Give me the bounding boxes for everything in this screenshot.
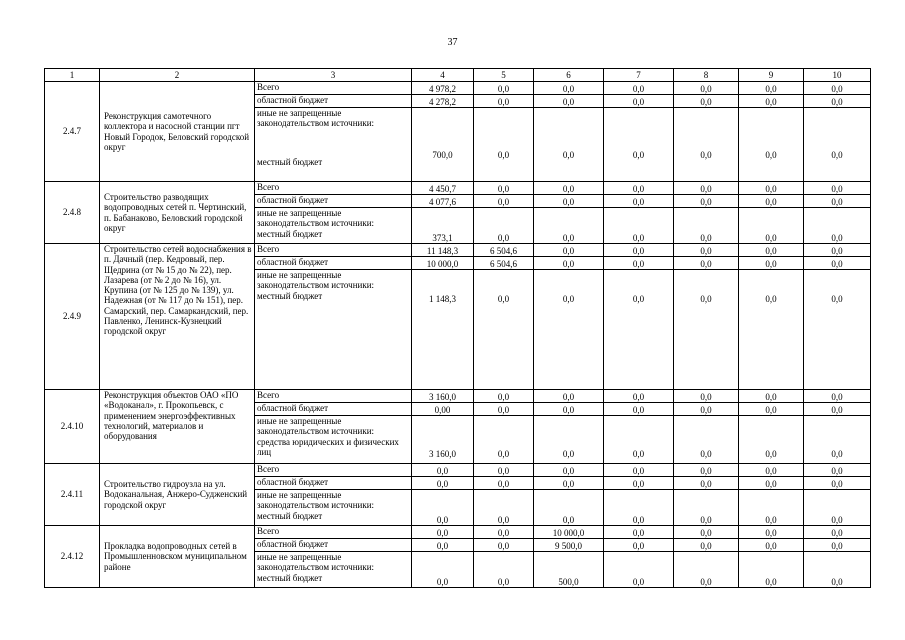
value-cell: 0,0 (412, 477, 474, 490)
value-cell: 0,0 (674, 195, 739, 208)
row-name: Реконструкция объектов ОАО «ПО «Водоканал», г. Прокопьевск, с применением энергоэффективных технологий, материалов и оборудования (100, 390, 255, 464)
row-name: Реконструкция самотечного коллектора и насосной станции пгт Новый Городок, Беловский городской округ (100, 82, 255, 182)
value-cell: 3 160,0 (412, 390, 474, 403)
value-cell: 0,0 (674, 108, 739, 182)
source-local: местный бюджет (257, 228, 323, 239)
value-cell: 0,0 (474, 403, 534, 416)
value-cell: 0,0 (804, 208, 871, 244)
value-cell: 0,0 (674, 82, 739, 95)
value-cell: 0,0 (804, 416, 871, 464)
source-other: иные не запрещенные законодательством источники: (257, 490, 375, 511)
source-total: Всего (255, 244, 412, 257)
row-name: Строительство сетей водоснабжения в п. Дачный (пер. Кедровый, пер. Щедрина (от № 15 до № 22), пер. Лазарева (от № 2 до № 16), ул. Крупина (от № 125 до № 139), ул. Надежная (от № 117 до № 151), пер. Самарский, пер. Самаркандский, пер. Павленко, Ленинск-Кузнецкий городской округ (100, 244, 255, 390)
value-cell: 0,0 (474, 95, 534, 108)
source-total: Всего (255, 526, 412, 539)
value-cell: 0,0 (804, 82, 871, 95)
source-other-local (255, 552, 412, 588)
value-cell: 0,0 (739, 208, 804, 244)
value-cell: 0,0 (804, 464, 871, 477)
value-cell: 3 160,0 (412, 416, 474, 464)
value-cell: 0,0 (804, 108, 871, 182)
source-total: Всего (255, 182, 412, 195)
value-cell: 0,0 (534, 244, 604, 257)
source-total: Всего (255, 390, 412, 403)
table-row (45, 464, 871, 477)
value-cell: 0,0 (604, 490, 674, 526)
source-local: местный бюджет (257, 572, 323, 583)
value-cell: 0,0 (604, 208, 674, 244)
value-cell: 0,0 (739, 95, 804, 108)
header-cell: 10 (804, 69, 871, 82)
value-cell: 0,0 (674, 477, 739, 490)
row-code: 2.4.7 (45, 82, 100, 182)
value-cell: 0,0 (739, 552, 804, 588)
value-cell: 0,0 (604, 526, 674, 539)
value-cell: 4 450,7 (412, 182, 474, 195)
value-cell: 0,0 (804, 477, 871, 490)
value-cell: 0,0 (804, 490, 871, 526)
value-cell: 0,0 (604, 270, 674, 390)
source-regional: областной бюджет (255, 477, 412, 490)
header-cell: 4 (412, 69, 474, 82)
value-cell: 0,0 (739, 490, 804, 526)
value-cell: 4 978,2 (412, 82, 474, 95)
table-row (45, 244, 871, 257)
value-cell: 0,0 (534, 490, 604, 526)
source-other-local (255, 108, 412, 182)
value-cell: 0,0 (804, 526, 871, 539)
source-other-legal (255, 416, 412, 464)
value-cell: 0,0 (534, 208, 604, 244)
row-name: Прокладка водопроводных сетей в Промышленновском муниципальном районе (100, 526, 255, 588)
value-cell: 0,0 (739, 539, 804, 552)
value-cell: 0,0 (674, 244, 739, 257)
row-code: 2.4.11 (45, 464, 100, 526)
table-row (45, 526, 871, 539)
row-name: Строительство разводящих водопроводных сетей п. Чертинский, п. Бабанаково, Беловский городской округ (100, 182, 255, 244)
value-cell: 0,0 (739, 108, 804, 182)
value-cell: 0,0 (739, 244, 804, 257)
value-cell: 0,0 (674, 208, 739, 244)
value-cell: 0,0 (674, 490, 739, 526)
value-cell: 0,0 (474, 208, 534, 244)
value-cell: 0,0 (604, 95, 674, 108)
header-cell: 3 (255, 69, 412, 82)
value-cell: 0,0 (474, 108, 534, 182)
value-cell: 0,0 (674, 416, 739, 464)
source-regional: областной бюджет (255, 195, 412, 208)
value-cell: 500,0 (534, 552, 604, 588)
value-cell: 0,0 (412, 552, 474, 588)
source-total: Всего (255, 82, 412, 95)
value-cell: 0,0 (804, 257, 871, 270)
value-cell: 0,0 (804, 195, 871, 208)
header-cell: 1 (45, 69, 100, 82)
value-cell: 0,0 (674, 270, 739, 390)
header-cell: 2 (100, 69, 255, 82)
value-cell: 10 000,0 (534, 526, 604, 539)
value-cell: 0,0 (604, 195, 674, 208)
value-cell: 0,0 (474, 195, 534, 208)
value-cell: 1 148,3 (412, 270, 474, 390)
value-cell: 0,0 (474, 182, 534, 195)
source-total: Всего (255, 464, 412, 477)
value-cell: 0,0 (534, 82, 604, 95)
value-cell: 0,0 (534, 464, 604, 477)
source-legal: средства юридических и физических лиц (257, 436, 399, 457)
value-cell: 0,0 (604, 477, 674, 490)
value-cell: 0,0 (674, 526, 739, 539)
value-cell: 0,0 (604, 82, 674, 95)
header-cell: 7 (604, 69, 674, 82)
source-local: местный бюджет (257, 156, 323, 167)
value-cell: 0,0 (739, 477, 804, 490)
value-cell: 0,0 (474, 490, 534, 526)
value-cell: 0,0 (474, 539, 534, 552)
value-cell: 700,0 (412, 108, 474, 182)
value-cell: 0,0 (674, 95, 739, 108)
header-cell: 8 (674, 69, 739, 82)
value-cell: 0,0 (804, 390, 871, 403)
value-cell: 0,0 (674, 403, 739, 416)
row-code: 2.4.8 (45, 182, 100, 244)
value-cell: 0,0 (534, 416, 604, 464)
value-cell: 0,0 (534, 477, 604, 490)
header-cell: 6 (534, 69, 604, 82)
header-cell: 9 (739, 69, 804, 82)
source-other-local (255, 208, 412, 244)
value-cell: 0,0 (604, 403, 674, 416)
value-cell: 4 278,2 (412, 95, 474, 108)
value-cell: 0,0 (534, 403, 604, 416)
value-cell: 0,0 (604, 552, 674, 588)
value-cell: 0,0 (604, 182, 674, 195)
value-cell: 0,0 (412, 539, 474, 552)
value-cell: 0,0 (804, 182, 871, 195)
value-cell: 0,0 (804, 244, 871, 257)
source-local: местный бюджет (257, 290, 323, 301)
value-cell: 0,0 (412, 464, 474, 477)
value-cell: 0,0 (674, 390, 739, 403)
source-other: иные не запрещенные законодательством источники: (257, 108, 375, 129)
source-local: местный бюджет (257, 510, 323, 521)
value-cell: 0,0 (474, 526, 534, 539)
table-row (45, 182, 871, 195)
source-other: иные не запрещенные законодательством источники: (257, 416, 375, 437)
value-cell: 0,0 (739, 390, 804, 403)
value-cell: 0,0 (739, 416, 804, 464)
source-regional: областной бюджет (255, 403, 412, 416)
value-cell: 6 504,6 (474, 244, 534, 257)
value-cell: 0,0 (739, 257, 804, 270)
value-cell: 0,0 (739, 464, 804, 477)
row-code: 2.4.9 (45, 244, 100, 390)
value-cell: 0,0 (474, 390, 534, 403)
value-cell: 0,0 (804, 539, 871, 552)
value-cell: 0,0 (804, 403, 871, 416)
row-name: Строительство гидроузла на ул. Водоканальная, Анжеро-Судженский городской округ (100, 464, 255, 526)
value-cell: 0,0 (739, 195, 804, 208)
value-cell: 9 500,0 (534, 539, 604, 552)
value-cell: 0,0 (534, 108, 604, 182)
source-other-local (255, 490, 412, 526)
value-cell: 0,0 (674, 552, 739, 588)
source-other-local (255, 270, 412, 390)
value-cell: 0,0 (474, 477, 534, 490)
value-cell: 0,0 (739, 526, 804, 539)
value-cell: 0,0 (739, 182, 804, 195)
value-cell: 11 148,3 (412, 244, 474, 257)
value-cell: 0,0 (604, 108, 674, 182)
value-cell: 0,0 (739, 270, 804, 390)
value-cell: 0,0 (474, 82, 534, 95)
row-code: 2.4.12 (45, 526, 100, 588)
value-cell: 0,0 (604, 244, 674, 257)
value-cell: 0,00 (412, 403, 474, 416)
value-cell: 0,0 (604, 390, 674, 403)
value-cell: 0,0 (534, 95, 604, 108)
value-cell: 0,0 (739, 403, 804, 416)
row-code: 2.4.10 (45, 390, 100, 464)
value-cell: 0,0 (474, 416, 534, 464)
source-regional: областной бюджет (255, 257, 412, 270)
source-other: иные не запрещенные законодательством источники: (257, 270, 375, 291)
value-cell: 0,0 (804, 552, 871, 588)
value-cell: 0,0 (412, 526, 474, 539)
value-cell: 0,0 (474, 464, 534, 477)
source-regional: областной бюджет (255, 95, 412, 108)
value-cell: 0,0 (804, 270, 871, 390)
value-cell: 0,0 (604, 464, 674, 477)
header-row (45, 69, 871, 82)
source-other: иные не запрещенные законодательством источники: (257, 208, 375, 229)
table-row (45, 390, 871, 403)
budget-table (44, 68, 871, 588)
value-cell: 0,0 (604, 257, 674, 270)
value-cell: 0,0 (534, 195, 604, 208)
value-cell: 10 000,0 (412, 257, 474, 270)
value-cell: 0,0 (604, 539, 674, 552)
value-cell: 0,0 (474, 270, 534, 390)
value-cell: 0,0 (534, 270, 604, 390)
value-cell: 0,0 (534, 390, 604, 403)
value-cell: 0,0 (474, 552, 534, 588)
value-cell: 6 504,6 (474, 257, 534, 270)
value-cell: 4 077,6 (412, 195, 474, 208)
value-cell: 0,0 (534, 257, 604, 270)
value-cell: 373,1 (412, 208, 474, 244)
page-number: 37 (447, 37, 458, 48)
value-cell: 0,0 (674, 257, 739, 270)
value-cell: 0,0 (674, 464, 739, 477)
source-other: иные не запрещенные законодательством источники: (257, 552, 375, 573)
value-cell: 0,0 (674, 182, 739, 195)
source-regional: областной бюджет (255, 539, 412, 552)
table-row (45, 82, 871, 95)
value-cell: 0,0 (534, 182, 604, 195)
value-cell: 0,0 (604, 416, 674, 464)
value-cell: 0,0 (804, 95, 871, 108)
value-cell: 0,0 (739, 82, 804, 95)
header-cell: 5 (474, 69, 534, 82)
value-cell: 0,0 (674, 539, 739, 552)
value-cell: 0,0 (412, 490, 474, 526)
